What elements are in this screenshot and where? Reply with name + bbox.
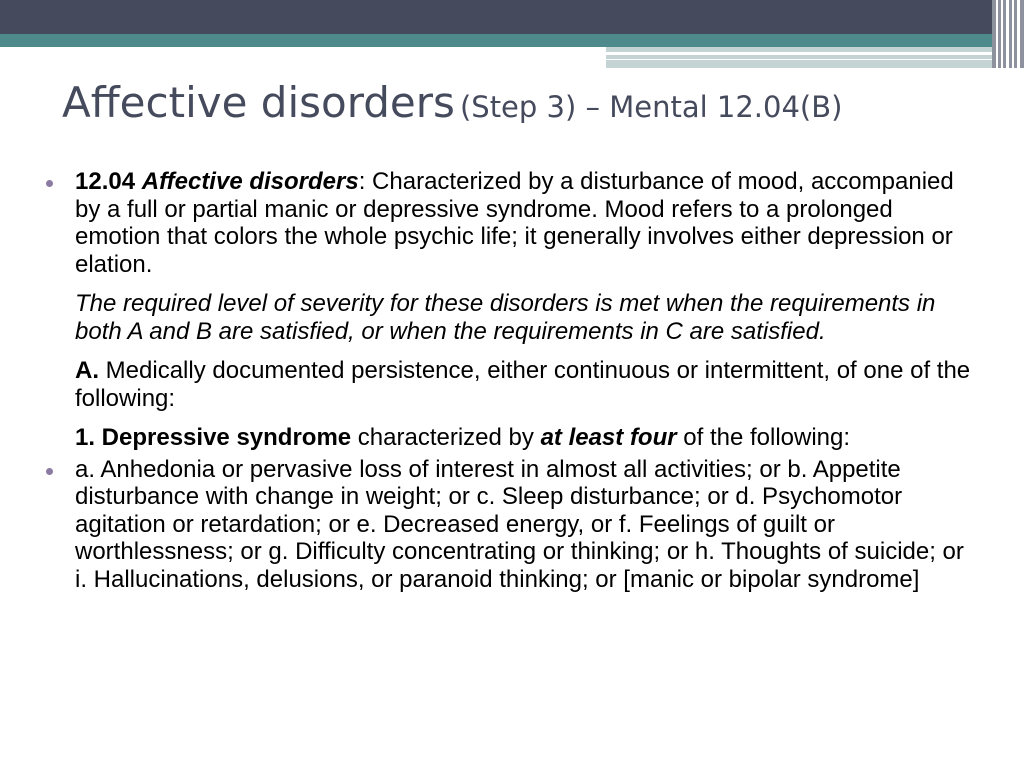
symptom-list: a. Anhedonia or pervasive loss of interest in almost all activities; or b. Appetite disturbance with change in weight; or c. Sleep disturbance; or d. Psychomotor agitation or retardation; or e. Decreased energy, or f. Feelings of guilt or worthlessness; or g. Difficulty concentrating or thinking; or h. Thoughts of suicide; or i. Hallucinations, delusions, or paranoid thinking; or [manic or bipolar syndrome] — [75, 455, 964, 593]
bullet-dot-icon — [46, 468, 53, 475]
listing-number: 12.04 — [75, 168, 136, 195]
header-dark-band — [0, 0, 1024, 34]
section-a-text: Medically documented persistence, either continuous or intermittent, of one of the following: — [75, 357, 971, 412]
listing-term: Affective disorders — [141, 168, 359, 195]
listing-definition: Characterized by a disturbance of mood, accompanied by a full or partial manic or depressive syndrome. Mood refers to a prolonged emotion that colors the whole psychic life; it generally involves either depression or elation. — [75, 168, 954, 278]
title-main: Affective disorders — [62, 78, 455, 127]
bullet-dot-icon — [46, 180, 53, 187]
header-teal-band — [0, 34, 1024, 47]
title-subtitle: (Step 3) – Mental 12.04(B) — [459, 90, 843, 124]
severity-paragraph: The required level of severity for these disorders is met when the requirements in both A and B are satisfied, or when the requirements in C are satisfied. — [75, 290, 936, 345]
bullet-item — [46, 456, 976, 594]
depressive-emphasis: at least four — [540, 424, 677, 451]
header-accent-block — [606, 47, 1000, 68]
depressive-syndrome-label: 1. Depressive syndrome — [75, 424, 352, 451]
bullet-item — [46, 168, 976, 278]
header-accent-line — [606, 52, 1000, 55]
depressive-text-2: of the following: — [676, 424, 851, 451]
slide-title — [62, 78, 842, 127]
depressive-syndrome-paragraph — [46, 424, 976, 452]
slide-body — [46, 168, 976, 593]
listing-colon: : — [358, 168, 366, 195]
header-stripes — [992, 0, 1024, 68]
depressive-text-1: characterized by — [351, 424, 541, 451]
header-accent-line — [606, 59, 1000, 60]
section-a-paragraph — [46, 357, 976, 412]
section-a-label: A. — [75, 357, 99, 384]
